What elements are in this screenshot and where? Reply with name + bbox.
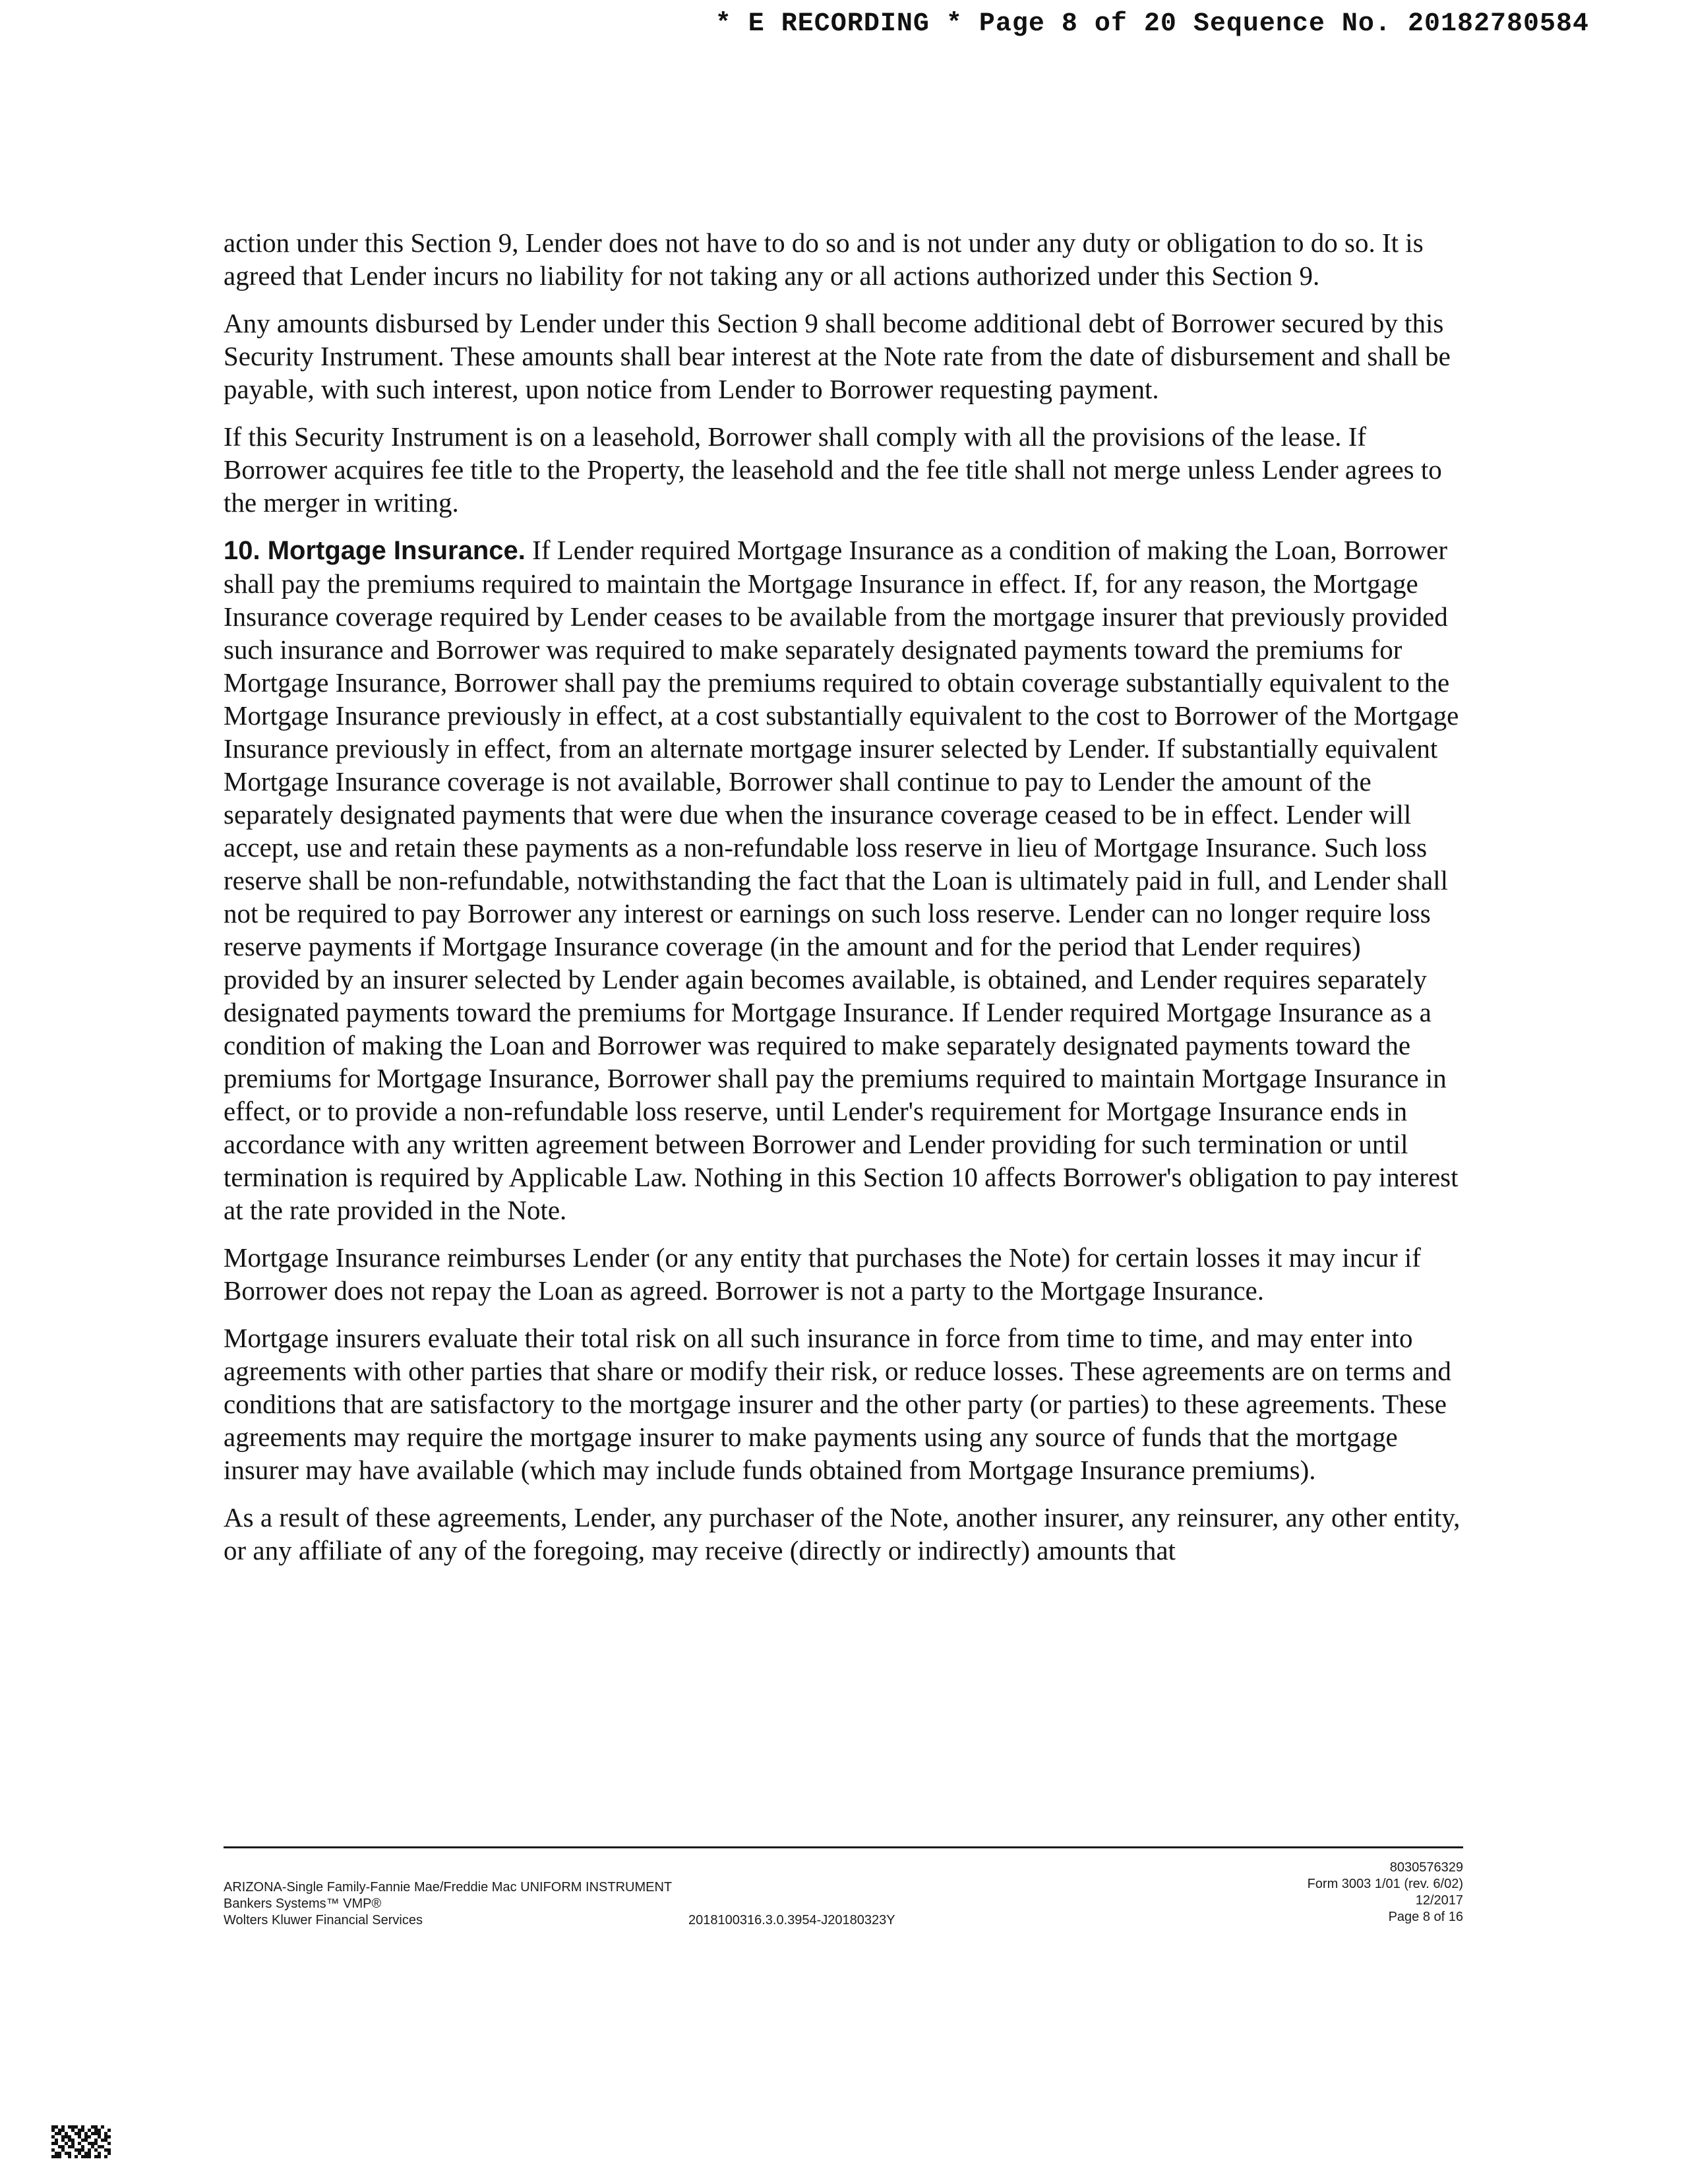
footer-form-date: 12/2017 <box>1415 1893 1463 1908</box>
paragraph-section9-continued: action under this Section 9, Lender does not have to do so and is not under any duty or obligation to do so. It is agreed that Lender incurs no liability for not taking any or all actions authorized under this Section 9. <box>224 228 1424 291</box>
footer-form-meta <box>1199 1860 1463 1926</box>
footer-vendor: Bankers Systems™ VMP® <box>224 1896 382 1911</box>
paragraph-disbursed-amounts: Any amounts disbursed by Lender under this Section 9 shall become additional debt of Borrower secured by this Security Instrument. These amounts shall bear interest at the Note rate from the date of disbursement and shall be payable, with such interest, upon notice from Lender to Borrower requesting payment. <box>224 308 1451 404</box>
paragraph-agreements-result: As a result of these agreements, Lender, any purchaser of the Note, another insurer, any reinsurer, any other entity, or any affiliate of any of the foregoing, may receive (directly or indirectly) amounts that <box>224 1502 1461 1565</box>
paragraph-leasehold: If this Security Instrument is on a leasehold, Borrower shall comply with all the provisions of the lease. If Borrower acquires fee title to the Property, the leasehold and the fee title shall not merge unless Lender agrees to the merger in writing. <box>224 421 1442 518</box>
footer-form-number: Form 3003 1/01 (rev. 6/02) <box>1307 1877 1463 1891</box>
footer-publisher: Wolters Kluwer Financial Services <box>224 1913 423 1927</box>
section10-text: If Lender required Mortgage Insurance as a condition of making the Loan, Borrower shall pay the premiums required to maintain the Mortgage Insurance in effect. If, for any reason, the Mortgage Insurance coverage required by Lender ceases to be available from the mortgage insurer that previously provided such insurance and Borrower was required to make separately designated payments toward the premiums for Mortgage Insurance, Borrower shall pay the premiums required to obtain coverage substantially equivalent to the Mortgage Insurance previously in effect, at a cost substantially equivalent to the cost to Borrower of the Mortgage Insurance previously in effect, from an alternate mortgage insurer selected by Lender. If substantially equivalent Mortgage Insurance coverage is not available, Borrower shall continue to pay to Lender the amount of the separately designated payments that were due when the insurance coverage ceased to be in effect. Lender will accept, use and retain these payments as a non-refundable loss reserve in lieu of Mortgage Insurance. Such loss reserve shall be non-refundable, notwithstanding the fact that the Loan is ultimately paid in full, and Lender shall not be required to pay Borrower any interest or earnings on such loss reserve. Lender can no longer require loss reserve payments if Mortgage Insurance coverage (in the amount and for the period that Lender requires) provided by an insurer selected by Lender again becomes available, is obtained, and Lender requires separately designated payments toward the premiums for Mortgage Insurance. If Lender required Mortgage Insurance as a condition of making the Loan and Borrower was required to make separately designated payments toward the premiums for Mortgage Insurance, Borrower shall pay the premiums required to maintain Mortgage Insurance in effect, or to provide a non-refundable loss reserve, until Lender's requirement for Mortgage Insurance ends in accordance with any written agreement between Borrower and Lender providing for such termination or until termination is required by Applicable Law. Nothing in this Section 10 affects Borrower's obligation to pay interest at the rate provided in the Note. <box>224 535 1459 1225</box>
paragraph-mi-reimburses: Mortgage Insurance reimburses Lender (or any entity that purchases the Note) for certain losses it may incur if Borrower does not repay the Loan as agreed. Borrower is not a party to the Mortgage Insurance. <box>224 1242 1421 1306</box>
document-body <box>224 226 1463 1581</box>
footer-page-number: Page 8 of 16 <box>1388 1910 1463 1924</box>
barcode-icon <box>51 2125 111 2159</box>
footer-document-code: 2018100316.3.0.3954-J20180323Y <box>688 1913 895 1927</box>
recording-stamp: * E RECORDING * Page 8 of 20 Sequence No. 20182780584 <box>715 9 1589 39</box>
paragraph-mi-insurers: Mortgage insurers evaluate their total risk on all such insurance in force from time to time, and may enter into agreements with other parties that share or modify their risk, or reduce losses. These agreements are on terms and conditions that are satisfactory to the mortgage insurer and the other party (or parties) to these agreements. These agreements may require the mortgage insurer to make payments using any source of funds that the mortgage insurer may have available (which may include funds obtained from Mortgage Insurance premiums). <box>224 1323 1451 1485</box>
footer-form-title: ARIZONA-Single Family-Fannie Mae/Freddie Mac UNIFORM INSTRUMENT <box>224 1880 673 1895</box>
section10-heading: 10. Mortgage Insurance. <box>224 536 526 565</box>
paragraph-section10 <box>224 533 1463 1227</box>
footer-loan-number: 8030576329 <box>1389 1860 1463 1875</box>
footer-divider <box>224 1846 1463 1848</box>
